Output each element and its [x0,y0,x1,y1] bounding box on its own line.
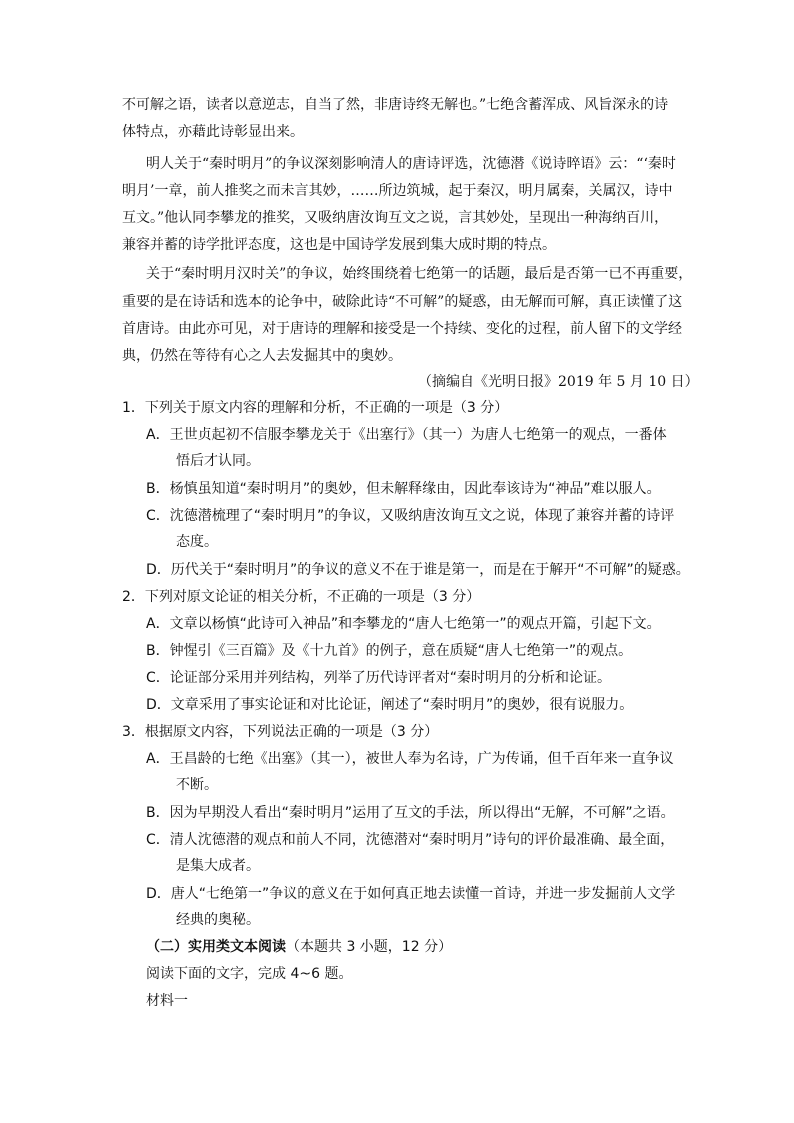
section-instruction: 阅读下面的文字，完成 4~6 题。 [146,966,353,982]
question-stem: 3．根据原文内容，下列说法正确的一项是（3 分） [122,724,439,740]
question-option: A．王昌龄的七绝《出塞》（其一），被世人奉为名诗，广为传诵，但千百年来一直争议 [146,751,674,767]
material-label: 材料一 [146,993,188,1009]
passage-line: 重要的是在诗话和选本的论争中，破除此诗“不可解”的疑惑，由无解而可解，真正读懂了这 [122,294,683,310]
passage-source: （摘编自《光明日报》2019 年 5 月 10 日） [418,374,699,390]
question-option: B．杨慎虽知道“秦时明月”的奥妙，但未解释缘由，因此奉该诗为“神品”难以服人。 [146,481,661,497]
section-title: （二）实用类文本阅读 [146,939,286,955]
question-option: D．唐人“七绝第一”争议的意义在于如何真正地去读懂一首诗，并进一步发掘前人文学 [146,886,676,902]
question-stem: 1．下列关于原文内容的理解和分析，不正确的一项是（3 分） [122,400,509,416]
question-option: A．王世贞起初不信服李攀龙关于《出塞行》（其一）为唐人七绝第一的观点，一番体 [146,427,667,443]
question-option-continuation: 悟后才认同。 [176,453,260,469]
question-option-continuation: 是集大成者。 [176,858,260,874]
section-heading [146,937,452,957]
passage-line: 首唐诗。由此亦可见，对于唐诗的理解和接受是一个持续、变化的过程，前人留下的文学经 [122,321,682,337]
question-option: B．因为早期没人看出“秦时明月”运用了互文的手法，所以得出“无解，不可解”之语。 [146,805,675,821]
question-option: D．文章采用了事实论证和对比论证，阐述了“秦时明月”的奥妙，很有说服力。 [146,697,634,713]
question-option-continuation: 经典的奥秘。 [176,912,260,928]
passage-line: 不可解之语，读者以意逆志，自当了然，非唐诗终无解也。”七绝含蓄浑成、风旨深永的诗 [122,97,669,113]
question-option: C．论证部分采用并列结构，列举了历代诗评者对“秦时明月的分析和论证。 [146,670,612,686]
passage-line: 典，仍然在等待有心之人去发掘其中的奥妙。 [122,348,402,364]
question-stem: 2．下列对原文论证的相关分析，不正确的一项是（3 分） [122,589,481,605]
passage-line: 兼容并蓄的诗学批评态度，这也是中国诗学发展到集大成时期的特点。 [122,237,556,253]
question-option: A．文章以杨慎“此诗可入神品”和李攀龙的“唐人七绝第一”的观点开篇，引起下文。 [146,616,661,632]
passage-line: 关于“秦时明月汉时关”的争议，始终围绕着七绝第一的话题，最后是否第一已不再重要， [146,266,693,282]
question-option: C．沈德潜梳理了“秦时明月”的争议，又吸纳唐汝询互文之说，体现了兼容并蓄的诗评 [146,508,675,524]
passage-line: 体特点，亦藉此诗彰显出来。 [122,124,304,140]
passage-line: 明人关于“秦时明月”的争议深刻影响清人的唐诗评选，沈德潜《说诗晬语》云：“‘秦时 [146,156,676,172]
section-note: （本题共 3 小题，12 分） [286,939,453,955]
question-option-continuation: 态度。 [176,534,218,550]
question-option-continuation: 不断。 [176,777,218,793]
question-option: C．清人沈德潜的观点和前人不同，沈德潜对“秦时明月”诗句的评价最准确、最全面， [146,832,675,848]
passage-line: 明月’一章，前人推奖之而未言其妙，……所边筑城，起于秦汉，明月属秦，关属汉，诗中 [122,183,673,199]
question-option: B．钟惺引《三百篇》及《十九首》的例子，意在质疑“唐人七绝第一”的观点。 [146,643,633,659]
question-option: D．历代关于“秦时明月”的争议的意义不在于谁是第一，而是在于解开“不可解”的疑惑。 [146,562,690,578]
passage-line: 互文。”他认同李攀龙的推奖，又吸纳唐汝询互文之说，言其妙处，呈现出一种海纳百川， [122,210,669,226]
